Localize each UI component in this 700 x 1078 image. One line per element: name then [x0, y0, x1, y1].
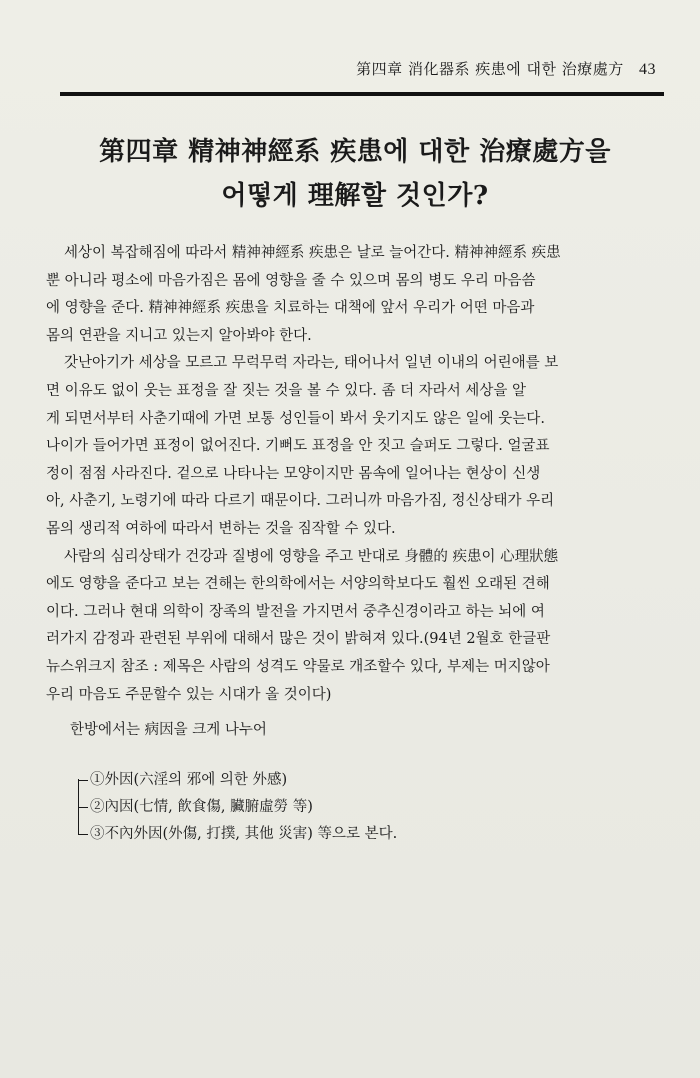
text-line: 게 되면서부터 사춘기때에 가면 보통 성인들이 봐서 웃기지도 않은 일에 웃는다. [46, 410, 545, 427]
text-line: 몸의 연관을 지니고 있는지 알아봐야 한다. [46, 327, 312, 344]
text-line: 뉴스위크지 참조 : 제목은 사람의 성격도 약물로 개조할수 있다, 부제는 머지않아 [46, 658, 550, 675]
text-line: 아, 사춘기, 노령기에 따라 다르기 때문이다. 그러니까 마음가짐, 정신상태가 우리 [46, 493, 555, 510]
header-rule [60, 92, 664, 96]
text-line: 에도 영향을 준다고 보는 견해는 한의학에서는 서양의학보다도 훨씬 오래된 견해 [46, 576, 550, 593]
paragraph-1 [46, 240, 666, 350]
text-line: 세상이 복잡해짐에 따라서 精神神經系 疾患은 날로 늘어간다. 精神神經系 疾患 [64, 245, 561, 261]
chapter-title-line-2: 어떻게 理解할 것인가? [221, 181, 489, 211]
text-line: 뿐 아니라 평소에 마음가짐은 몸에 영향을 줄 수 있으며 몸의 병도 우리 마음씀 [46, 272, 536, 289]
text-line: 러가지 감정과 관련된 부위에 대해서 많은 것이 밝혀져 있다.(94년 2월호 한글판 [46, 631, 551, 648]
text-line: 사람의 심리상태가 건강과 질병에 영향을 주고 반대로 身體的 疾患이 心理狀態 [64, 548, 559, 565]
text-line: 면 이유도 없이 웃는 표정을 잘 짓는 것을 볼 수 있다. 좀 더 자라서 세상을 알 [46, 382, 526, 399]
chapter-title-line-1: 第四章 精神神經系 疾患에 대한 治療處方을 [99, 137, 611, 167]
text-line: 이다. 그러나 현대 의학이 장족의 발전을 가지면서 중추신경이라고 하는 뇌에 여 [46, 603, 545, 620]
text-line: 몸의 생리적 여하에 따라서 변하는 것을 짐작할 수 있다. [46, 520, 396, 537]
text-line: 나이가 들어가면 표정이 없어진다. 기뻐도 표정을 안 짓고 슬퍼도 그렇다. 얼굴표 [46, 438, 550, 455]
text-line: 갓난아기가 세상을 모르고 무럭무럭 자라는, 태어나서 일년 이내의 어린애를 보 [64, 355, 559, 372]
text-line: 에 영향을 준다. 精神神經系 疾患을 치료하는 대책에 앞서 우리가 어떤 마음과 [46, 300, 535, 317]
text-line: 우리 마음도 주문할수 있는 시대가 올 것이다) [46, 686, 332, 703]
cause-list [78, 767, 397, 848]
page-number: 43 [639, 61, 656, 78]
running-title: 第四章 消化器系 疾患에 대한 治療處方 [356, 60, 624, 78]
text-line: 정이 점점 사라진다. 겉으로 나타나는 모양이지만 몸속에 일어나는 현상이 신생 [46, 465, 541, 482]
cause-item-neither: ③不內外因(外傷, 打撲, 其他 災害) 等으로 본다. [78, 821, 397, 848]
cause-item-external: ①外因(六淫의 邪에 의한 外感) [78, 767, 397, 794]
paragraph-2 [46, 350, 666, 543]
paragraph-3 [46, 544, 666, 710]
chapter-title [50, 130, 660, 218]
running-header [356, 58, 656, 79]
body-text [46, 240, 666, 709]
section-intro: 한방에서는 病因을 크게 나누어 [70, 722, 267, 738]
cause-item-internal: ②內因(七情, 飮食傷, 臟腑虛勞 等) [78, 794, 397, 821]
